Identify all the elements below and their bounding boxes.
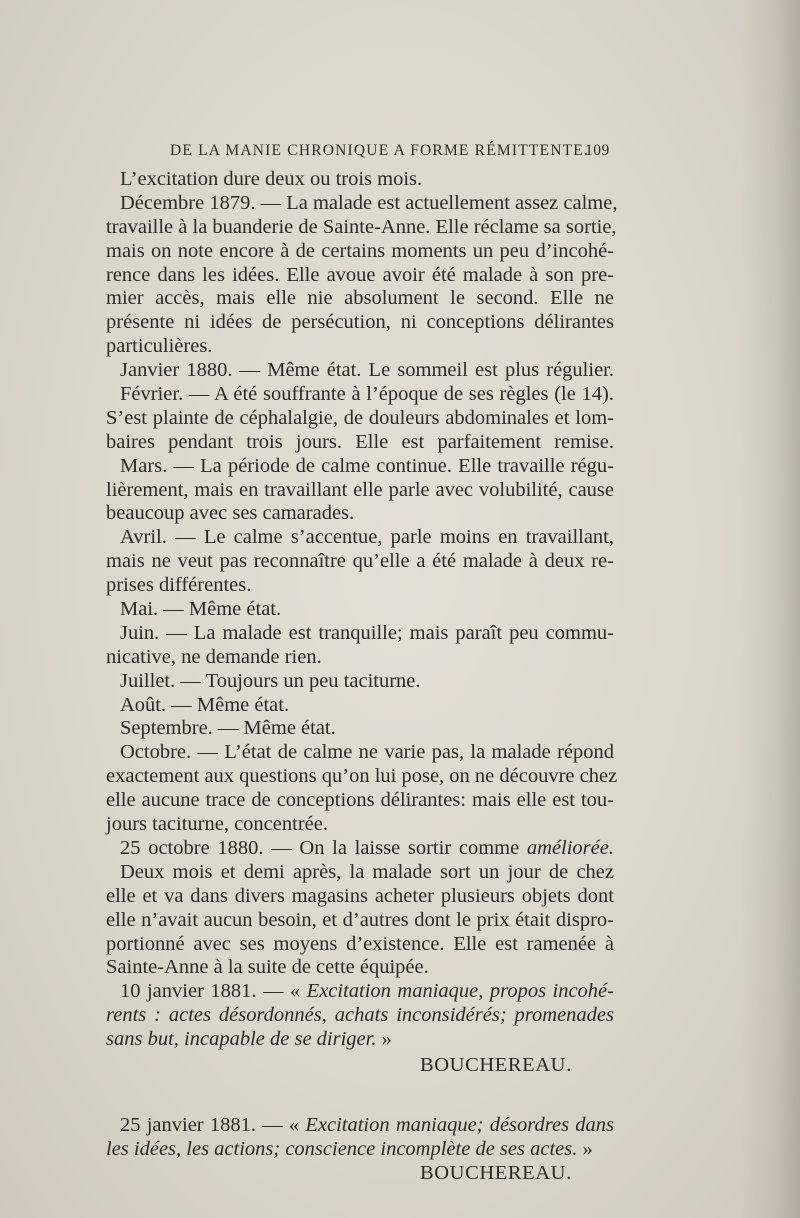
- page-number: 109: [585, 142, 610, 159]
- italic-text: rents : actes désordonnés, achats inconsidérés; promenades: [106, 1004, 614, 1027]
- text-line: S’est plainte de céphalalgie, de douleurs abdominales et lom-: [106, 406, 614, 429]
- text-segment: »: [577, 1137, 593, 1160]
- text-segment: 10 janvier 1881. — «: [120, 980, 307, 1003]
- text-line: Deux mois et demi après, la malade sort un jour de chez: [120, 860, 614, 883]
- text-line: Décembre 1879. — La malade est actuellement assez calme,: [120, 191, 618, 214]
- signature: BOUCHEREAU.: [420, 1053, 572, 1076]
- text-line: [106, 837, 614, 861]
- text-line: jours taciturne, concentrée.: [106, 813, 328, 836]
- text-line: elle et va dans divers magasins acheter plusieurs objets dont: [106, 884, 614, 907]
- text-line: Sainte-Anne à la suite de cette équipée.: [106, 956, 429, 979]
- text-line: portionné avec ses moyens d’existence. Elle est ramenée à: [106, 932, 614, 955]
- page-header: [130, 142, 630, 164]
- text-line: elle aucune trace de conceptions délirantes: mais elle est tou-: [106, 789, 614, 812]
- italic-text: Excitation maniaque, propos incohé-: [306, 980, 614, 1003]
- text-line: mais ne veut pas reconnaître qu’elle a été malade à deux re-: [106, 550, 614, 573]
- text-line: travaille à la buanderie de Sainte-Anne. Elle réclame sa sortie,: [106, 215, 617, 238]
- italic-text: les idées, les actions; conscience incomplète de ses actes.: [106, 1137, 578, 1160]
- text-line: Février. — A été souffrante à l’époque de ses règles (le 14).: [120, 383, 614, 406]
- text-line: prises différentes.: [106, 574, 252, 597]
- body-text: [106, 168, 618, 1186]
- quote-line: [106, 1004, 614, 1028]
- running-title: DE LA MANIE CHRONIQUE A FORME RÉMITTENTE.: [170, 142, 590, 159]
- italic-text: Excitation maniaque; désordres dans: [305, 1113, 614, 1136]
- text-segment: 25 octobre 1880. — On la laisse sortir comme: [120, 836, 527, 859]
- text-line: rence dans les idées. Elle avoue avoir été malade à son pre-: [106, 263, 614, 286]
- italic-text: sans but, incapable de se diriger.: [106, 1028, 377, 1051]
- text-line: Mars. — La période de calme continue. Elle travaille régu-: [120, 454, 614, 477]
- text-line: Août. — Même état.: [120, 693, 290, 716]
- quote-line: [106, 1028, 614, 1052]
- text-line: Juin. — La malade est tranquille; mais paraît peu commu-: [120, 621, 614, 644]
- quote-line: [106, 1138, 614, 1162]
- text-line: baires pendant trois jours. Elle est parfaitement remise.: [106, 430, 614, 453]
- text-line: L’excitation dure deux ou trois mois.: [120, 168, 423, 190]
- text-segment: »: [376, 1028, 392, 1051]
- text-line: Avril. — Le calme s’accentue, parle moins en travaillant,: [120, 526, 614, 549]
- text-line: exactement aux questions qu’on lui pose, on ne découvre chez: [106, 765, 618, 788]
- text-line: mier accès, mais elle nie absolument le second. Elle ne: [106, 287, 614, 310]
- text-line: Janvier 1880. — Même état. Le sommeil est plus régulier.: [120, 359, 614, 382]
- text-line: Octobre. — L’état de calme ne varie pas, la malade répond: [120, 741, 614, 764]
- quote-line: [106, 1114, 614, 1138]
- text-line: Septembre. — Même état.: [120, 717, 336, 740]
- italic-text: améliorée.: [526, 836, 614, 859]
- text-line: Mai. — Même état.: [120, 598, 282, 621]
- text-line: lièrement, mais en travaillant elle parle avec volubilité, cause: [106, 478, 614, 501]
- signature: BOUCHEREAU.: [420, 1161, 572, 1184]
- text-line: Juillet. — Toujours un peu taciturne.: [120, 669, 421, 692]
- text-line: présente ni idées de persécution, ni conceptions délirantes: [106, 311, 614, 334]
- page-edge-shadow: [740, 0, 800, 1218]
- text-line: elle n’avait aucun besoin, et d’autres dont le prix était dispro-: [106, 908, 614, 931]
- spacer: [106, 1078, 614, 1114]
- text-line: nicative, ne demande rien.: [106, 645, 322, 668]
- text-line: particulières.: [106, 335, 213, 358]
- text-line: mais on note encore à de certains moments un peu d’incohé-: [106, 239, 614, 262]
- quote-line: [106, 980, 614, 1004]
- text-line: beaucoup avec ses camarades.: [106, 502, 355, 525]
- text-segment: 25 janvier 1881. — «: [120, 1113, 306, 1136]
